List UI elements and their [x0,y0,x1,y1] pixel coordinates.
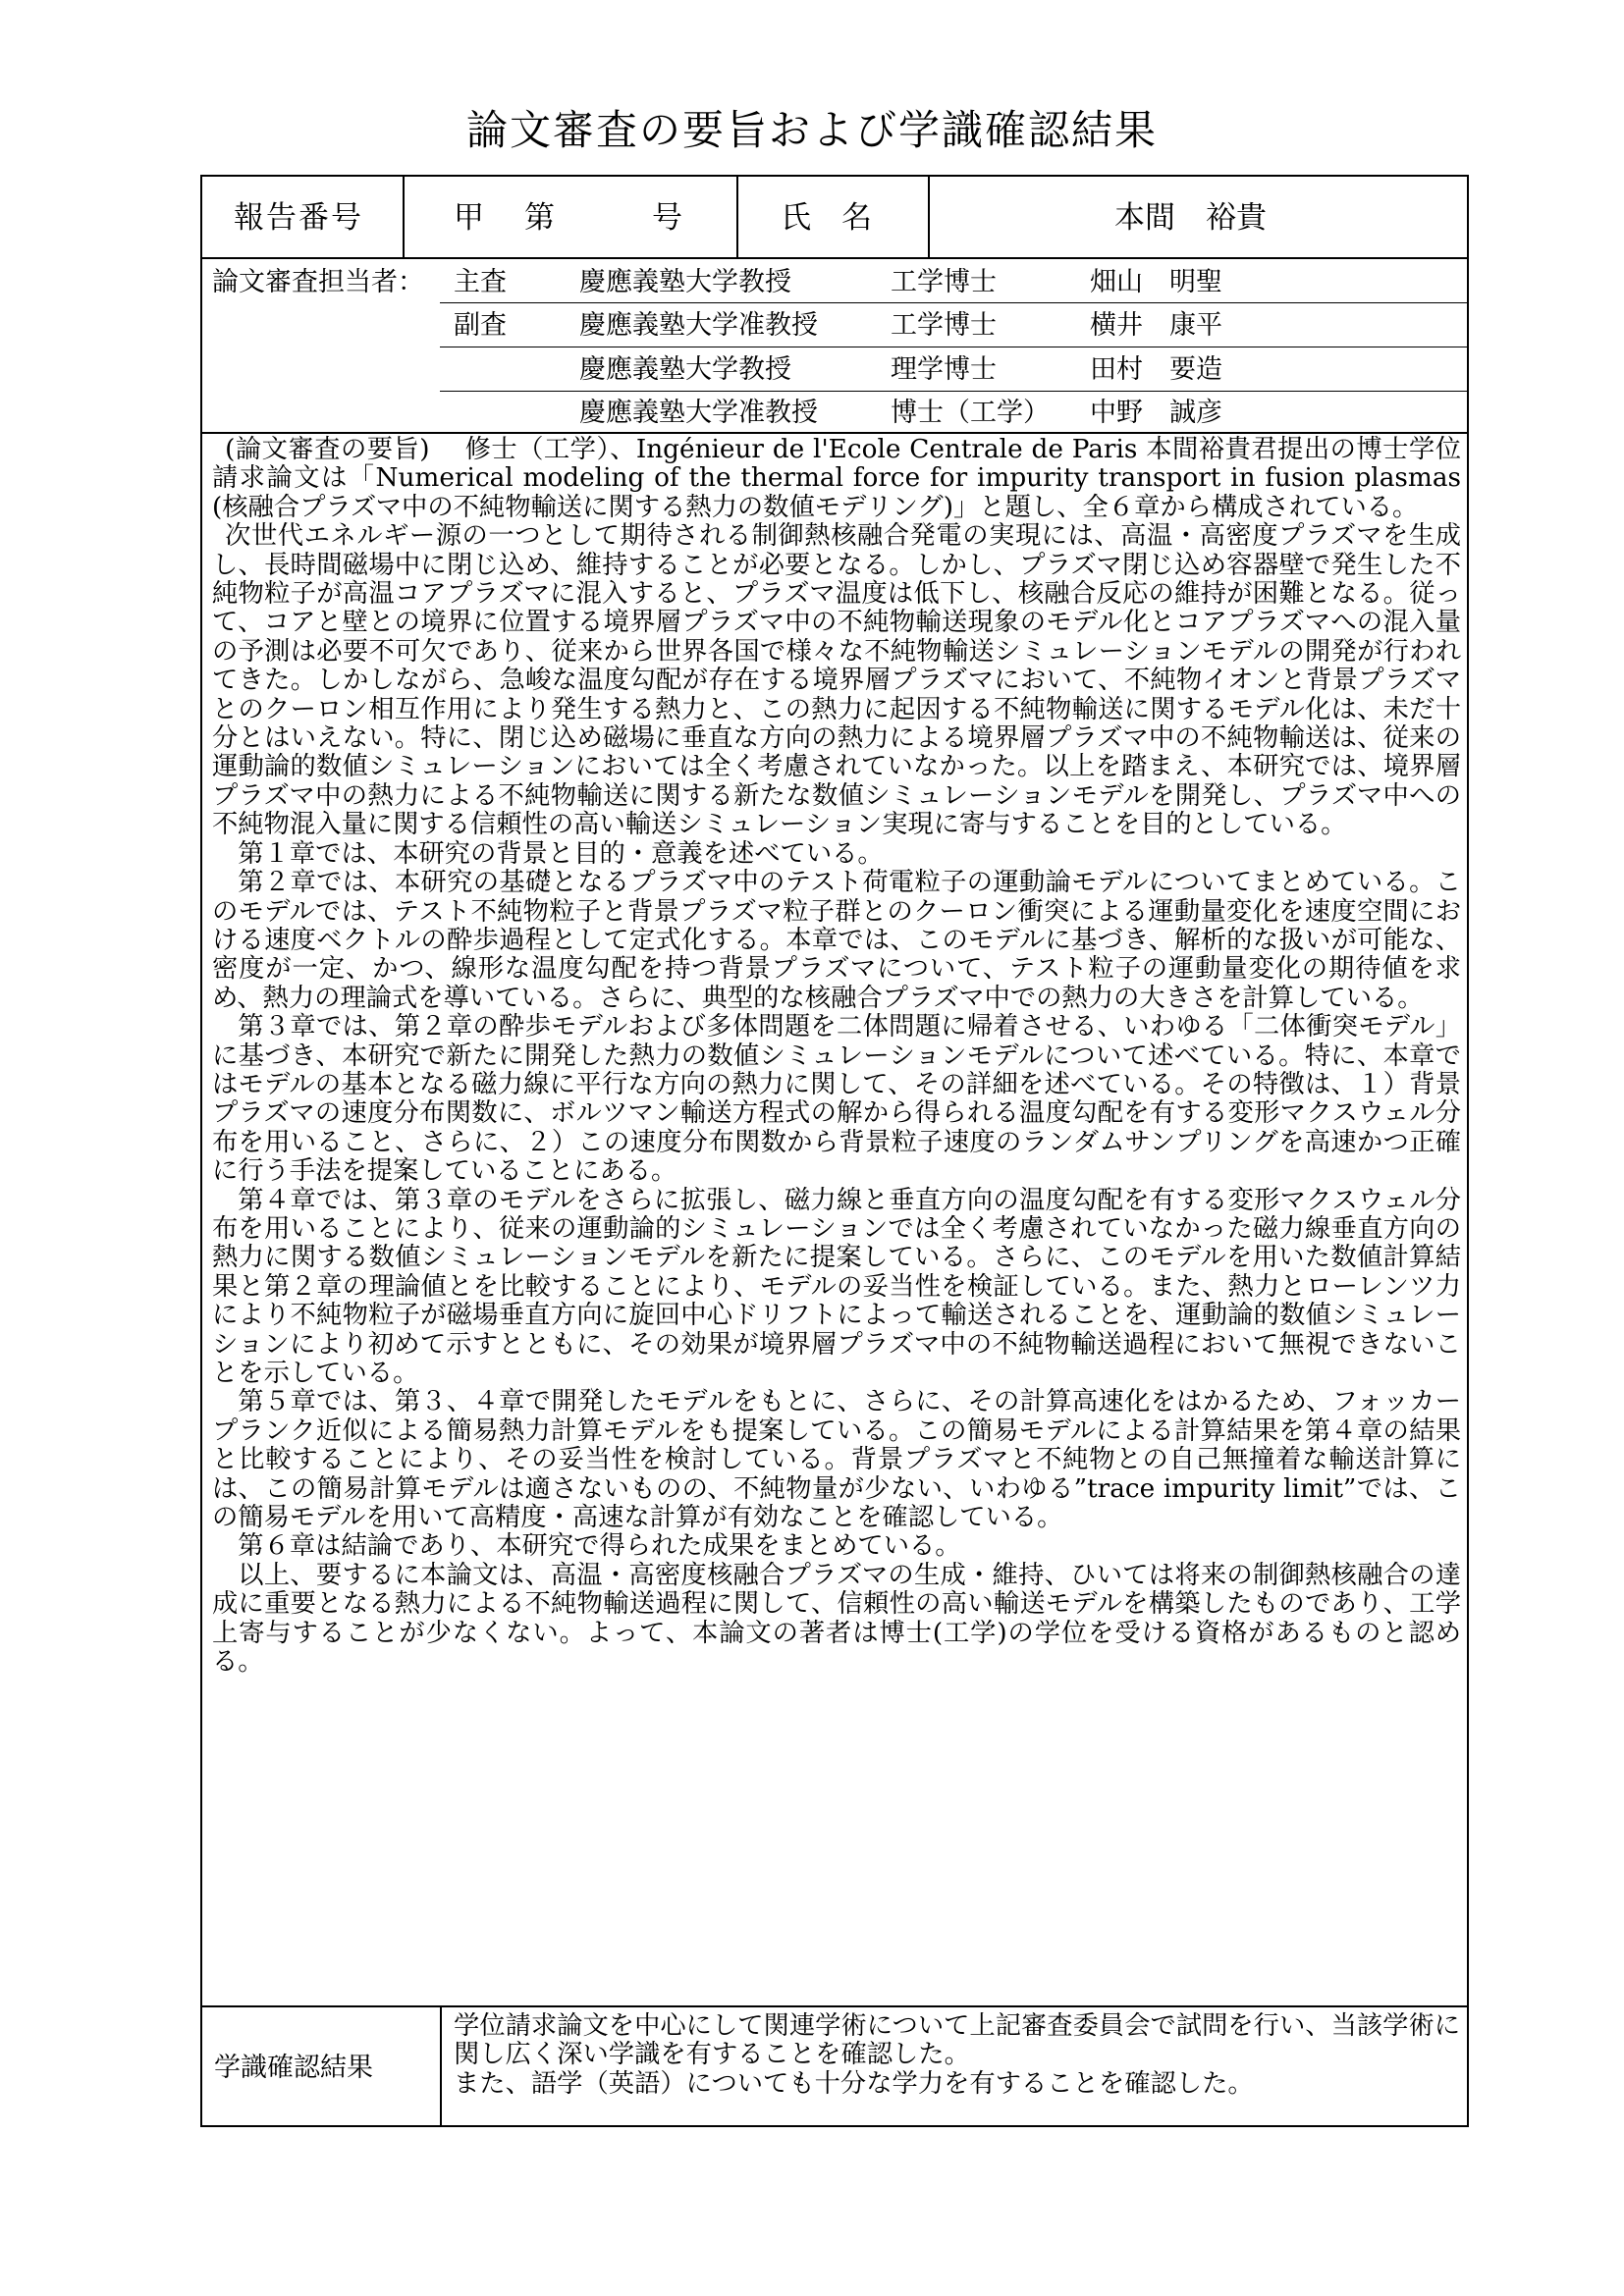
examiner-affiliation: 慶應義塾大学准教授 [579,398,818,428]
go-label: 号 [652,200,682,236]
review-summary [212,436,1461,1677]
report-number-label: 報告番号 [234,200,363,236]
header-divider-vertical [736,175,738,257]
dai-label: 第 [524,200,555,236]
examiner-affiliation: 慶應義塾大学教授 [579,354,791,385]
examiner-degree: 工学博士 [891,310,997,341]
examiner-affiliation: 慶應義塾大学教授 [579,267,791,297]
summary-paragraph: 次世代エネルギー源の一つとして期待される制御熱核融合発電の実現には、高温・高密度プラズマを生成し、長時間磁場中に閉じ込め、維持することが必要となる。しかし、プラズマ閉じ込め容器壁で発生した不純物粒子が高温コアプラズマに混入すると、プラズマ温度は低下し、核融合反応の維持が困難となる。従って、コアと壁との境界に位置する境界層プラズマ中の不純物輸送現象のモデル化とコアプラズマへの混入量の予測は必要不可欠であり、従来から世界各国で様々な不純物輸送シミュレーションモデルの開発が行われてきた。しかしながら、急峻な温度勾配が存在する境界層プラズマにおいて、不純物イオンと背景プラズマとのクーロン相互作用により発生する熱力と、この熱力に起因する不純物輸送に関するモデル化は、未だ十分とはいえない。特に、閉じ込め磁場に垂直な方向の熱力による境界層プラズマ中の不純物輸送は、従来の運動論的数値シミュレーションにおいては全く考慮されていなかった。以上を踏まえ、本研究では、境界層プラズマ中の熱力による不純物輸送に関する新たな数値シミュレーションモデルを開発し、プラズマ中への不純物混入量に関する信頼性の高い輸送シミュレーション実現に寄与することを目的としている。 [212,521,1461,840]
summary-paragraph: 第５章では、第３、４章で開発したモデルをもとに、さらに、その計算高速化をはかるため、フォッカープランク近似による簡易熱力計算モデルをも提案している。この簡易モデルによる計算結果を第４章の結果と比較することにより、その妥当性を検討している。背景プラズマと不純物との自己無撞着な輸送計算には、この簡易計算モデルは適さないものの、不純物量が少ない、いわゆる”trace impurity limit”では、この簡易モデルを用いて高精度・高速な計算が有効なことを確認している。 [212,1387,1461,1533]
examiner-degree: 博士（工学） [891,398,1050,428]
summary-paragraph: 第６章は結論であり、本研究で得られた成果をまとめている。 [238,1531,961,1562]
knowledge-divider-vertical [440,2005,442,2127]
summary-paragraph: 第４章では、第３章のモデルをさらに拡張し、磁力線と垂直方向の温度勾配を有する変形マクスウェル分布を用いることにより、従来の運動論的シミュレーションでは全く考慮されていなかった磁力線垂直方向の熱力に関する数値シミュレーションモデルを新たに提案している。さらに、このモデルを用いた数値計算結果と第２章の理論値とを比較することにより、モデルの妥当性を検証している。また、熱力とローレンツ力により不純物粒子が磁場垂直方向に旋回中心ドリフトによって輸送されることを、運動論的数値シミュレーションにより初めて示すとともに、その効果が境界層プラズマ中の不純物輸送過程において無視できないことを示している。 [212,1185,1461,1388]
summary-paragraph: (論文審査の要旨) 修士（工学）、Ingénieur de l'Ecole Centrale de Paris 本間裕貴君提出の博士学位請求論文は「Numerical modeling of the thermal force for impurity transport in fusion plasmas (核融合プラズマ中の不純物輸送に関する熱力の数値モデリング)」と題し、全６章から構成されている。 [212,435,1461,522]
examiner-name: 横井 康平 [1090,310,1222,341]
examiner-name: 中野 誠彦 [1090,398,1222,428]
examiners-label: 論文審査担当者： [212,267,424,297]
examiner-role: 副査 [454,310,507,341]
header-divider-vertical [403,175,405,257]
summary-paragraph: 第２章では、本研究の基礎となるプラズマ中のテスト荷電粒子の運動論モデルについてまとめている。このモデルでは、テスト不純物粒子と背景プラズマ粒子群とのクーロン衝突による運動量変化を速度空間における速度ベクトルの酔歩過程として定式化する。本章では、このモデルに基づき、解析的な扱いが可能な、密度が一定、かつ、線形な温度勾配を持つ背景プラズマについて、テスト粒子の運動量変化の期待値を求め、熱力の理論式を導いている。さらに、典型的な核融合プラズマ中での熱力の大きさを計算している。 [212,868,1461,1013]
examiner-name: 畑山 明聖 [1090,267,1222,297]
header-divider-vertical [928,175,930,257]
examiners-divider [200,432,1469,434]
knowledge-result [454,2012,1461,2099]
knowledge-label: 学識確認結果 [214,2053,373,2083]
knowledge-line: 学位請求論文を中心にして関連学術について上記審査委員会で試問を行い、当該学術に関し広く深い学識を有することを確認した。 [454,2011,1461,2070]
summary-paragraph: 第１章では、本研究の背景と目的・意義を述べている。 [238,838,884,869]
examiner-degree: 理学博士 [891,354,997,385]
student-name: 本間 裕貴 [1114,200,1267,236]
examiner-role: 主査 [454,267,507,297]
examiner-affiliation: 慶應義塾大学准教授 [579,310,818,341]
summary-paragraph: 以上、要するに本論文は、高温・高密度核融合プラズマの生成・維持、ひいては将来の制御熱核融合の達成に重要となる熱力による不純物輸送過程に関して、信頼性の高い輸送モデルを構築したものであり、工学上寄与することが少なくない。よって、本論文の著者は博士(工学)の学位を受ける資格があるものと認める。 [212,1560,1461,1678]
summary-divider [200,2005,1469,2007]
examiner-name: 田村 要造 [1090,354,1222,385]
examiner-degree: 工学博士 [891,267,997,297]
summary-paragraph: 第３章では、第２章の酔歩モデルおよび多体問題を二体問題に帰着させる、いわゆる「二体衝突モデル」に基づき、本研究で新たに開発した熱力の数値シミュレーションモデルについて述べている。特に、本章ではモデルの基本となる磁力線に平行な方向の熱力に関して、その詳細を述べている。その特徴は、１）背景プラズマの速度分布関数に、ボルツマン輸送方程式の解から得られる温度勾配を有する変形マクスウェル分布を用いること、さらに、２）この速度分布関数から背景粒子速度のランダムサンプリングを高速かつ正確に行う手法を提案していることにある。 [212,1012,1461,1187]
header-divider [200,257,1469,259]
kou-label: 甲 [454,200,484,236]
examiner-row-divider [440,391,1469,392]
name-label: 氏 名 [781,200,872,236]
page-title: 論文審査の要旨および学識確認結果 [465,106,1158,154]
knowledge-line: また、語学（英語）についても十分な学力を有することを確認した。 [454,2068,1254,2099]
examiner-row-divider [440,302,1469,303]
